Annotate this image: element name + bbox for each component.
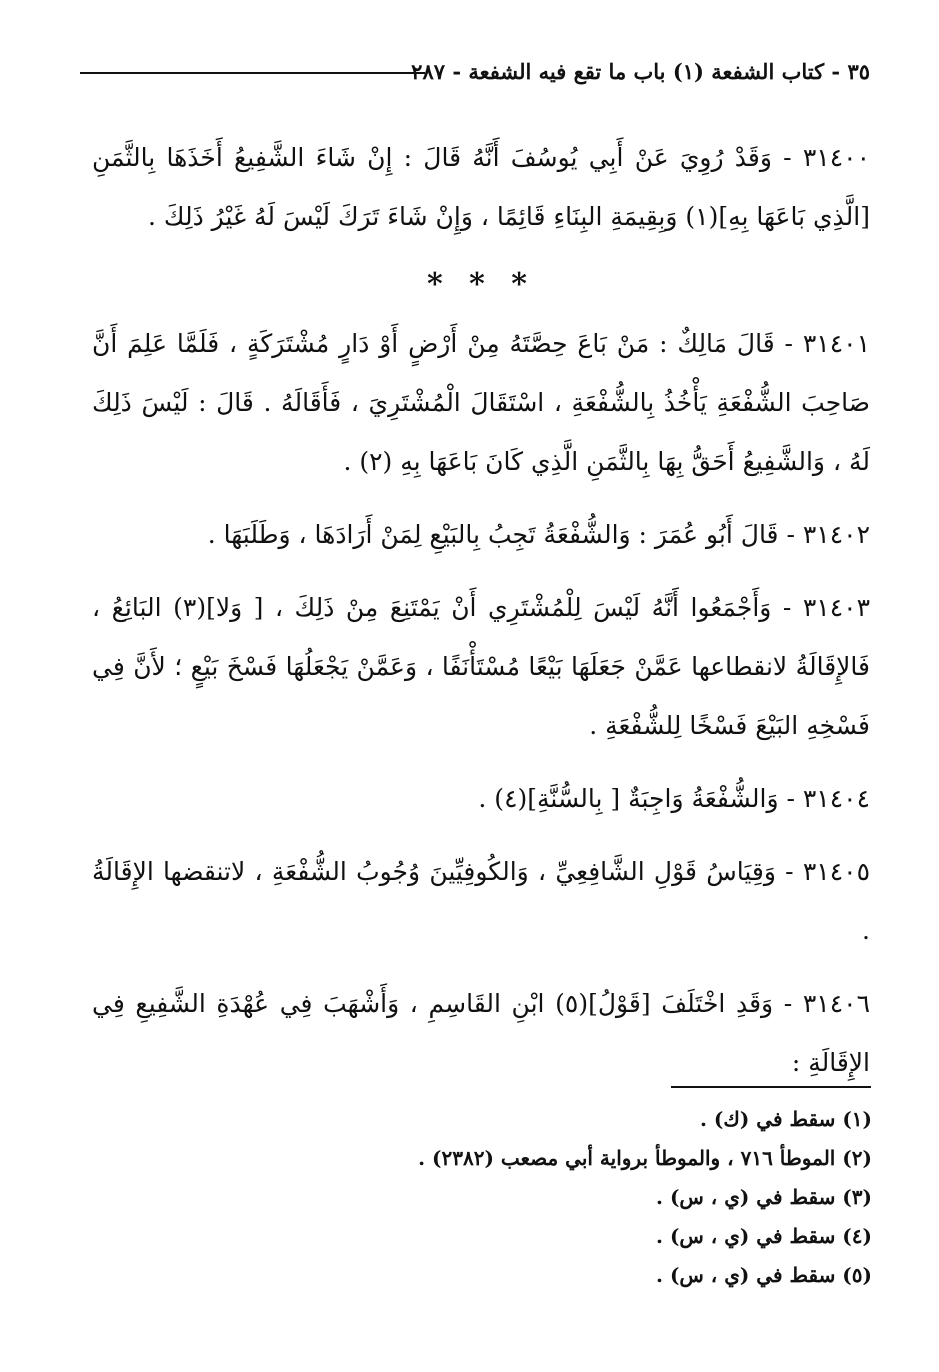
- paragraph-31404: ٣١٤٠٤ - وَالشُّفْعَةُ وَاجِبَةٌ [ بِالسُّنَّةِ](٤) .: [478, 784, 870, 813]
- footnote-2: (٢) الموطأ ٧١٦ ، والموطأ برواية أبي مصعب (٢٣٨٢) .: [418, 1146, 872, 1170]
- paragraph-31405: ٣١٤٠٥ - وَقِيَاسُ قَوْلِ الشَّافِعِيِّ ، وَالكُوفِيِّينَ وُجُوبُ الشُّفْعَةِ ، لاتنقضها الإِقَالَةُ .: [92, 857, 870, 945]
- paragraph-31402: ٣١٤٠٢ - قَالَ أَبُو عُمَرَ : وَالشُّفْعَةُ تَجِبُ بِالبَيْعِ لِمَنْ أَرَادَهَا ، وَطَلَبَهَا .: [207, 520, 870, 549]
- footnote-4: (٤) سقط في (ي ، س) .: [656, 1224, 872, 1248]
- footnote-rule: [671, 1086, 871, 1088]
- section-separator: * * *: [427, 267, 535, 302]
- running-header: [80, 52, 870, 92]
- header-rule: [80, 72, 425, 74]
- main-text: [92, 128, 870, 1106]
- running-header-title: ٣٥ - كتاب الشفعة (١) باب ما تقع فيه الشفعة - ٢٨٧: [411, 59, 870, 84]
- footnote-5: (٥) سقط في (ي ، س) .: [656, 1263, 872, 1287]
- footnote-3: (٣) سقط في (ي ، س) .: [656, 1185, 872, 1209]
- footnote-1: (١) سقط في (ك) .: [700, 1107, 872, 1131]
- paragraph-31400: ٣١٤٠٠ - وَقَدْ رُوِيَ عَنْ أَبِي يُوسُفَ أَنَّهُ قَالَ : إِنْ شَاءَ الشَّفِيعُ أَخَذَهَا بِالثَّمَنِ [الَّذِي بَاعَهَا بِهِ](١) وَبِقِيمَةِ البِنَاءِ قَائِمًا ، وَإِنْ شَاءَ تَرَكَ لَيْسَ لَهُ غَيْرُ ذَلِكَ .: [92, 143, 870, 231]
- paragraph-31401: ٣١٤٠١ - قَالَ مَالِكٌ : مَنْ بَاعَ حِصَّتَهُ مِنْ أَرْضٍ أَوْ دَارٍ مُشْتَرَكَةٍ ، فَلَمَّا عَلِمَ أَنَّ صَاحِبَ الشُّفْعَةِ يَأْخُذُ بِالشُّفْعَةِ ، اسْتَقَالَ الْمُشْتَرِيَ ، فَأَقَالَهُ . قَالَ : لَيْسَ ذَلِكَ لَهُ ، وَالشَّفِيعُ أَحَقُّ بِهَا بِالثَّمَنِ الَّذِي كَانَ بَاعَهَا بِهِ (٢) .: [92, 329, 870, 476]
- paragraph-31406: ٣١٤٠٦ - وَقَدِ اخْتَلَفَ [قَوْلُ](٥) ابْنِ القَاسِمِ ، وَأَشْهَبَ فِي عُهْدَةِ الشَّفِيعِ فِي الإِقَالَةِ :: [92, 989, 870, 1077]
- footnotes: [200, 1100, 872, 1295]
- paragraph-31403: ٣١٤٠٣ - وَأَجْمَعُوا أَنَّهُ لَيْسَ لِلْمُشْتَرِي أَنْ يَمْتَنِعَ مِنْ ذَلِكَ ، [ وَلا](٣) البَائِعُ ، فَالإِقَالَةُ لانقطاعها عَمَّنْ جَعَلَهَا بَيْعًا مُسْتَأْنَفًا ، وَعَمَّنْ يَجْعَلُهَا فَسْخَ بَيْعٍ ؛ لأَنَّ فِي فَسْخِهِ البَيْعَ فَسْخًا لِلشُّفْعَةِ .: [92, 593, 870, 740]
